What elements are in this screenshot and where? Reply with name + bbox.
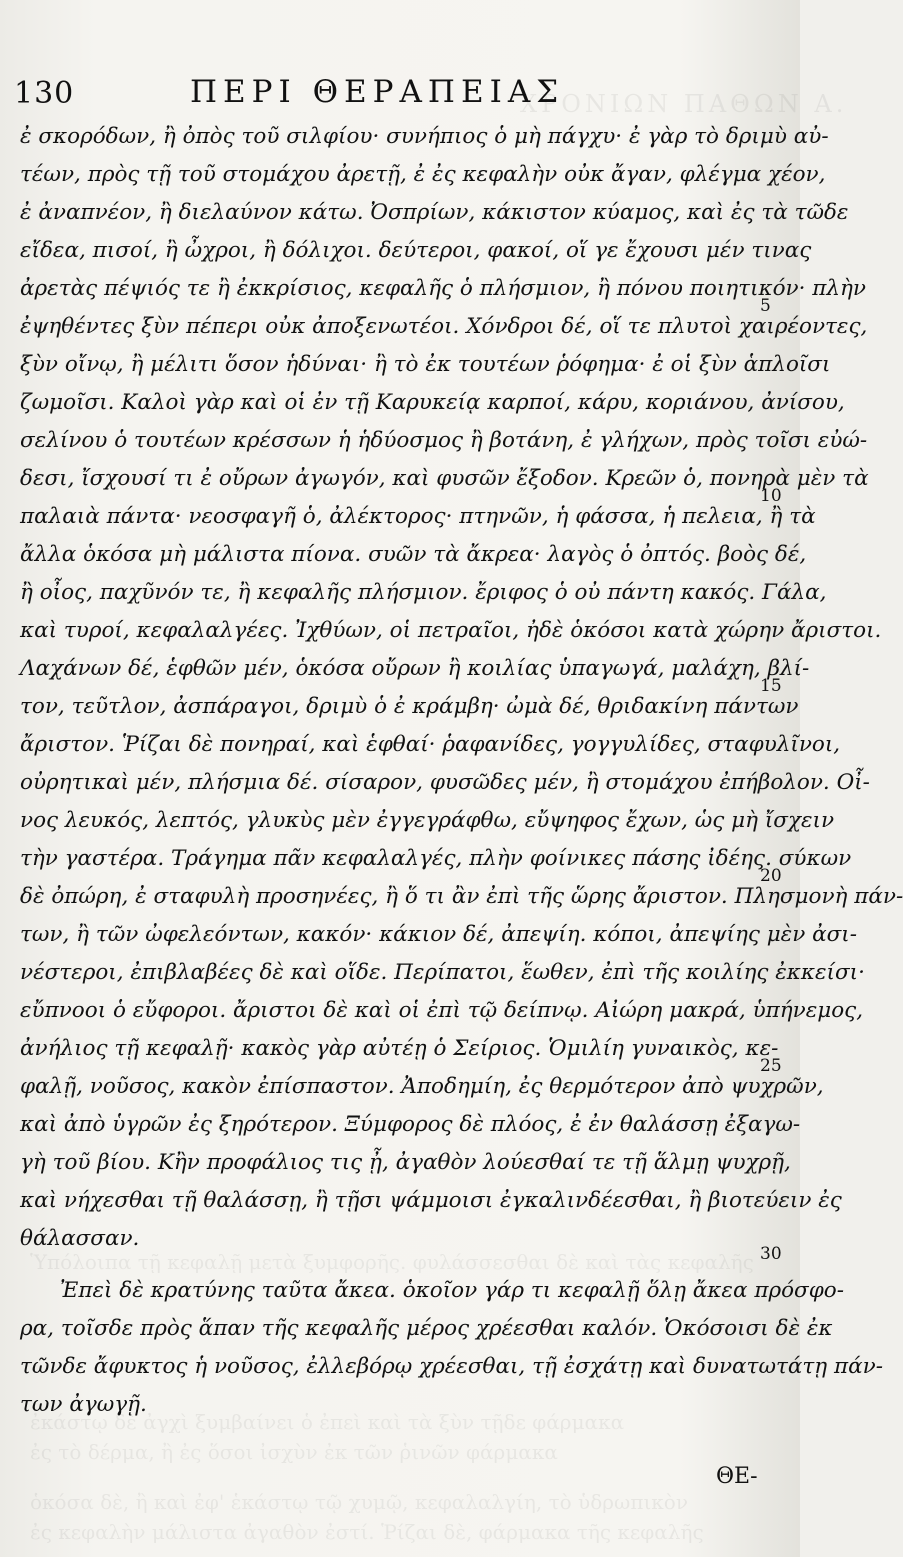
text-line: τὴν γαστέρα. Τράγημα πᾶν κεφαλαλγές, πλὴν φοίνικες πάσης ἰδέης. σύκων [20,846,852,871]
text-line: εἴδεα, πισοί, ἢ ὦχροι, ἢ δόλιχοι. δεύτεροι, φακοί, οἵ γε ἔχουσι μέν τινας [20,238,812,263]
text-line: καὶ ἀπὸ ὑγρῶν ἐς ξηρότερον. Ξύμφορος δὲ πλόος, ἐ ἐν θαλάσσῃ ἐξαγω- [20,1112,801,1137]
bleed-through-title: ΧΡΟΝΙΩΝ ΠΑΘΩΝ Α. [520,90,848,118]
text-line: φαλῇ, νοῦσος, κακὸν ἐπίσπαστον. Ἀποδημίη, ἐς θερμότερον ἀπὸ ψυχρῶν, [20,1074,824,1099]
bleed-through-line: Ὑπόλοιπα τῇ κεφαλῇ μετὰ ξυμφορῆς. φυλάσσεσθαι δὲ καὶ τὰς κεφαλῆς [30,1250,754,1274]
bleed-through-line: ὁκόσα δὲ, ἢ καὶ ἐφ' ἑκάστῳ τῷ χυμῷ, κεφαλαλγίη, τὸ ὑδρωπικὸν [30,1490,689,1514]
text-line: δὲ ὀπώρη, ἐ σταφυλὴ προσηνέες, ἢ ὅ τι ἂν ἐπὶ τῆς ὥρης ἄριστον. Πλησμονὴ πάν- [20,884,903,909]
text-line: θάλασσαν. [20,1226,140,1251]
text-line: ζωμοῖσι. Καλοὶ γὰρ καὶ οἱ ἐν τῇ Καρυκείᾳ καρποί, κάρυ, κοριάνου, ἀνίσου, [20,390,845,415]
text-line: οὐρητικαὶ μέν, πλήσμια δέ. σίσαρον, φυσῶδες μέν, ἢ στομάχου ἐπήβολον. Οἶ- [20,770,870,795]
text-line: γὴ τοῦ βίου. Κἢν προφάλιος τις ᾖ, ἀγαθὸν λούεσθαί τε τῇ ἅλμῃ ψυχρῇ, [20,1150,791,1175]
text-line: των ἀγωγῇ. [20,1392,147,1417]
text-line: ρα, τοῖσδε πρὸς ἅπαν τῆς κεφαλῆς μέρος χρέεσθαι καλόν. Ὁκόσοισι δὲ ἐκ [20,1316,833,1341]
running-title: ΠΕΡΙ ΘΕΡΑΠΕΙΑΣ [190,74,565,110]
text-line: ἄριστον. Ῥίζαι δὲ πονηραί, καὶ ἑφθαί· ῥαφανίδες, γογγυλίδες, σταφυλῖνοι, [20,732,841,757]
text-line: Λαχάνων δέ, ἑφθῶν μέν, ὁκόσα οὔρων ἢ κοιλίας ὑπαγωγά, μαλάχη, βλί- [20,656,810,681]
text-line: καὶ νήχεσθαι τῇ θαλάσσῃ, ἢ τῇσι ψάμμοισι ἐγκαλινδέεσθαι, ἢ βιοτεύειν ἐς [20,1188,842,1213]
line-number-marker: 15 [760,676,782,696]
text-line: ἐ ἀναπνέον, ἢ διελαύνον κάτω. Ὀσπρίων, κάκιστον κύαμος, καὶ ἐς τὰ τῶδε [20,200,849,225]
text-line: ἐψηθέντες ξὺν πέπερι οὐκ ἀποξενωτέοι. Χόνδροι δέ, οἵ τε πλυτοὶ χαιρέοντες, [20,314,868,339]
text-line: τῶνδε ἄφυκτος ἡ νοῦσος, ἐλλεβόρῳ χρέεσθαι, τῇ ἐσχάτῃ καὶ δυνατωτάτῃ πάν- [20,1354,883,1379]
line-number-marker: 20 [760,866,782,886]
text-line: σελίνου ὁ τουτέων κρέσσων ἡ ἡδύοσμος ἢ βοτάνη, ἐ γλήχων, πρὸς τοῖσι εὐώ- [20,428,868,453]
line-number-marker: 10 [760,486,782,506]
line-number-marker: 30 [760,1244,782,1264]
text-line: των, ἢ τῶν ὠφελεόντων, κακόν· κάκιον δέ, ἀπεψίη. κόποι, ἀπεψίης μὲν ἀσι- [20,922,857,947]
text-line: ἄλλα ὁκόσα μὴ μάλιστα πίονα. συῶν τὰ ἄκρεα· λαγὸς ὁ ὀπτός. βοὸς δέ, [20,542,807,567]
paragraph-2 [20,1272,883,1424]
text-line: ἀνήλιος τῇ κεφαλῇ· κακὸς γὰρ αὐτέῃ ὁ Σείριος. Ὁμιλίη γυναικὸς, κε- [20,1036,779,1061]
bleed-through-line: ἐς τὸ δέρμα, ἢ ἐς ὅσοι ἰσχὺν ἐκ τῶν ῥινῶν φάρμακα [30,1440,558,1464]
bleed-through-line: ἐς κεφαλὴν μάλιστα ἀγαθὸν ἐστί. Ῥίζαι δὲ, φάρμακα τῆς κεφαλῆς [30,1520,704,1544]
text-line: εὔπνοοι ὁ εὔφοροι. ἄριστοι δὲ καὶ οἱ ἐπὶ τῷ δείπνῳ. Αἰώρη μακρά, ὑπήνεμος, [20,998,864,1023]
page-header [14,72,754,116]
catchword: ΘΕ- [716,1464,758,1489]
text-line: ἢ οἶος, παχῦνόν τε, ἢ κεφαλῆς πλήσμιον. ἔριφος ὁ οὐ πάντη κακός. Γάλα, [20,580,827,605]
text-line: καὶ τυροί, κεφαλαλγέες. Ἰχθύων, οἱ πετραῖοι, ἠδὲ ὁκόσοι κατὰ χώρην ἄριστοι. [20,618,882,643]
text-line: δεσι, ἴσχουσί τι ἐ οὔρων ἀγωγόν, καὶ φυσῶν ἔξοδον. Κρεῶν ὁ, πονηρὰ μὲν τὰ [20,466,869,491]
line-number-marker: 5 [760,296,771,316]
page-number: 130 [14,76,75,111]
text-line: ξὺν οἴνῳ, ἢ μέλιτι ὅσον ἡδύναι· ἢ τὸ ἐκ τουτέων ῥόφημα· ἐ οἱ ξὺν ἁπλοῖσι [20,352,831,377]
text-line: τον, τεῦτλον, ἀσπάραγοι, δριμὺ ὁ ἐ κράμβη· ὠμὰ δέ, θριδακίνη πάντων [20,694,799,719]
line-number-marker: 25 [760,1056,782,1076]
text-line: ἀρετὰς πέψιός τε ἢ ἐκκρίσιος, κεφαλῆς ὁ πλήσμιον, ἢ πόνου ποιητικόν· πλὴν [20,276,866,301]
text-line: παλαιὰ πάντα· νεοσφαγῆ ὁ, ἀλέκτορος· πτηνῶν, ἡ φάσσα, ἡ πελεια, ἢ τὰ [20,504,816,529]
text-line: νος λευκός, λεπτός, γλυκὺς μὲν ἐγγεγράφθω, εὔψηφος ἔχων, ὡς μὴ ἴσχειν [20,808,835,833]
text-line: νέστεροι, ἐπιβλαβέες δὲ καὶ οἵδε. Περίπατοι, ἕωθεν, ἐπὶ τῆς κοιλίης ἐκκείσι· [20,960,865,985]
bleed-through-line: ἐκάστῳ δὲ ἀγχὶ ξυμβαίνει ὁ ἐπεὶ καὶ τὰ ξὺν τῇδε φάρμακα [30,1410,625,1434]
text-line: ἐ σκορόδων, ἢ ὀπὸς τοῦ σιλφίου· συνήπιος ὁ μὴ πάγχυ· ἐ γὰρ τὸ δριμὺ αὐ- [20,124,829,149]
text-line: τέων, πρὸς τῇ τοῦ στομάχου ἀρετῇ, ἐ ἐς κεφαλὴν οὐκ ἄγαν, φλέγμα χέον, [20,162,826,187]
text-line: Ἐπεὶ δὲ κρατύνης ταῦτα ἄκεα. ὁκοῖον γάρ τι κεφαλῇ ὅλῃ ἄκεα πρόσφο- [60,1278,844,1303]
